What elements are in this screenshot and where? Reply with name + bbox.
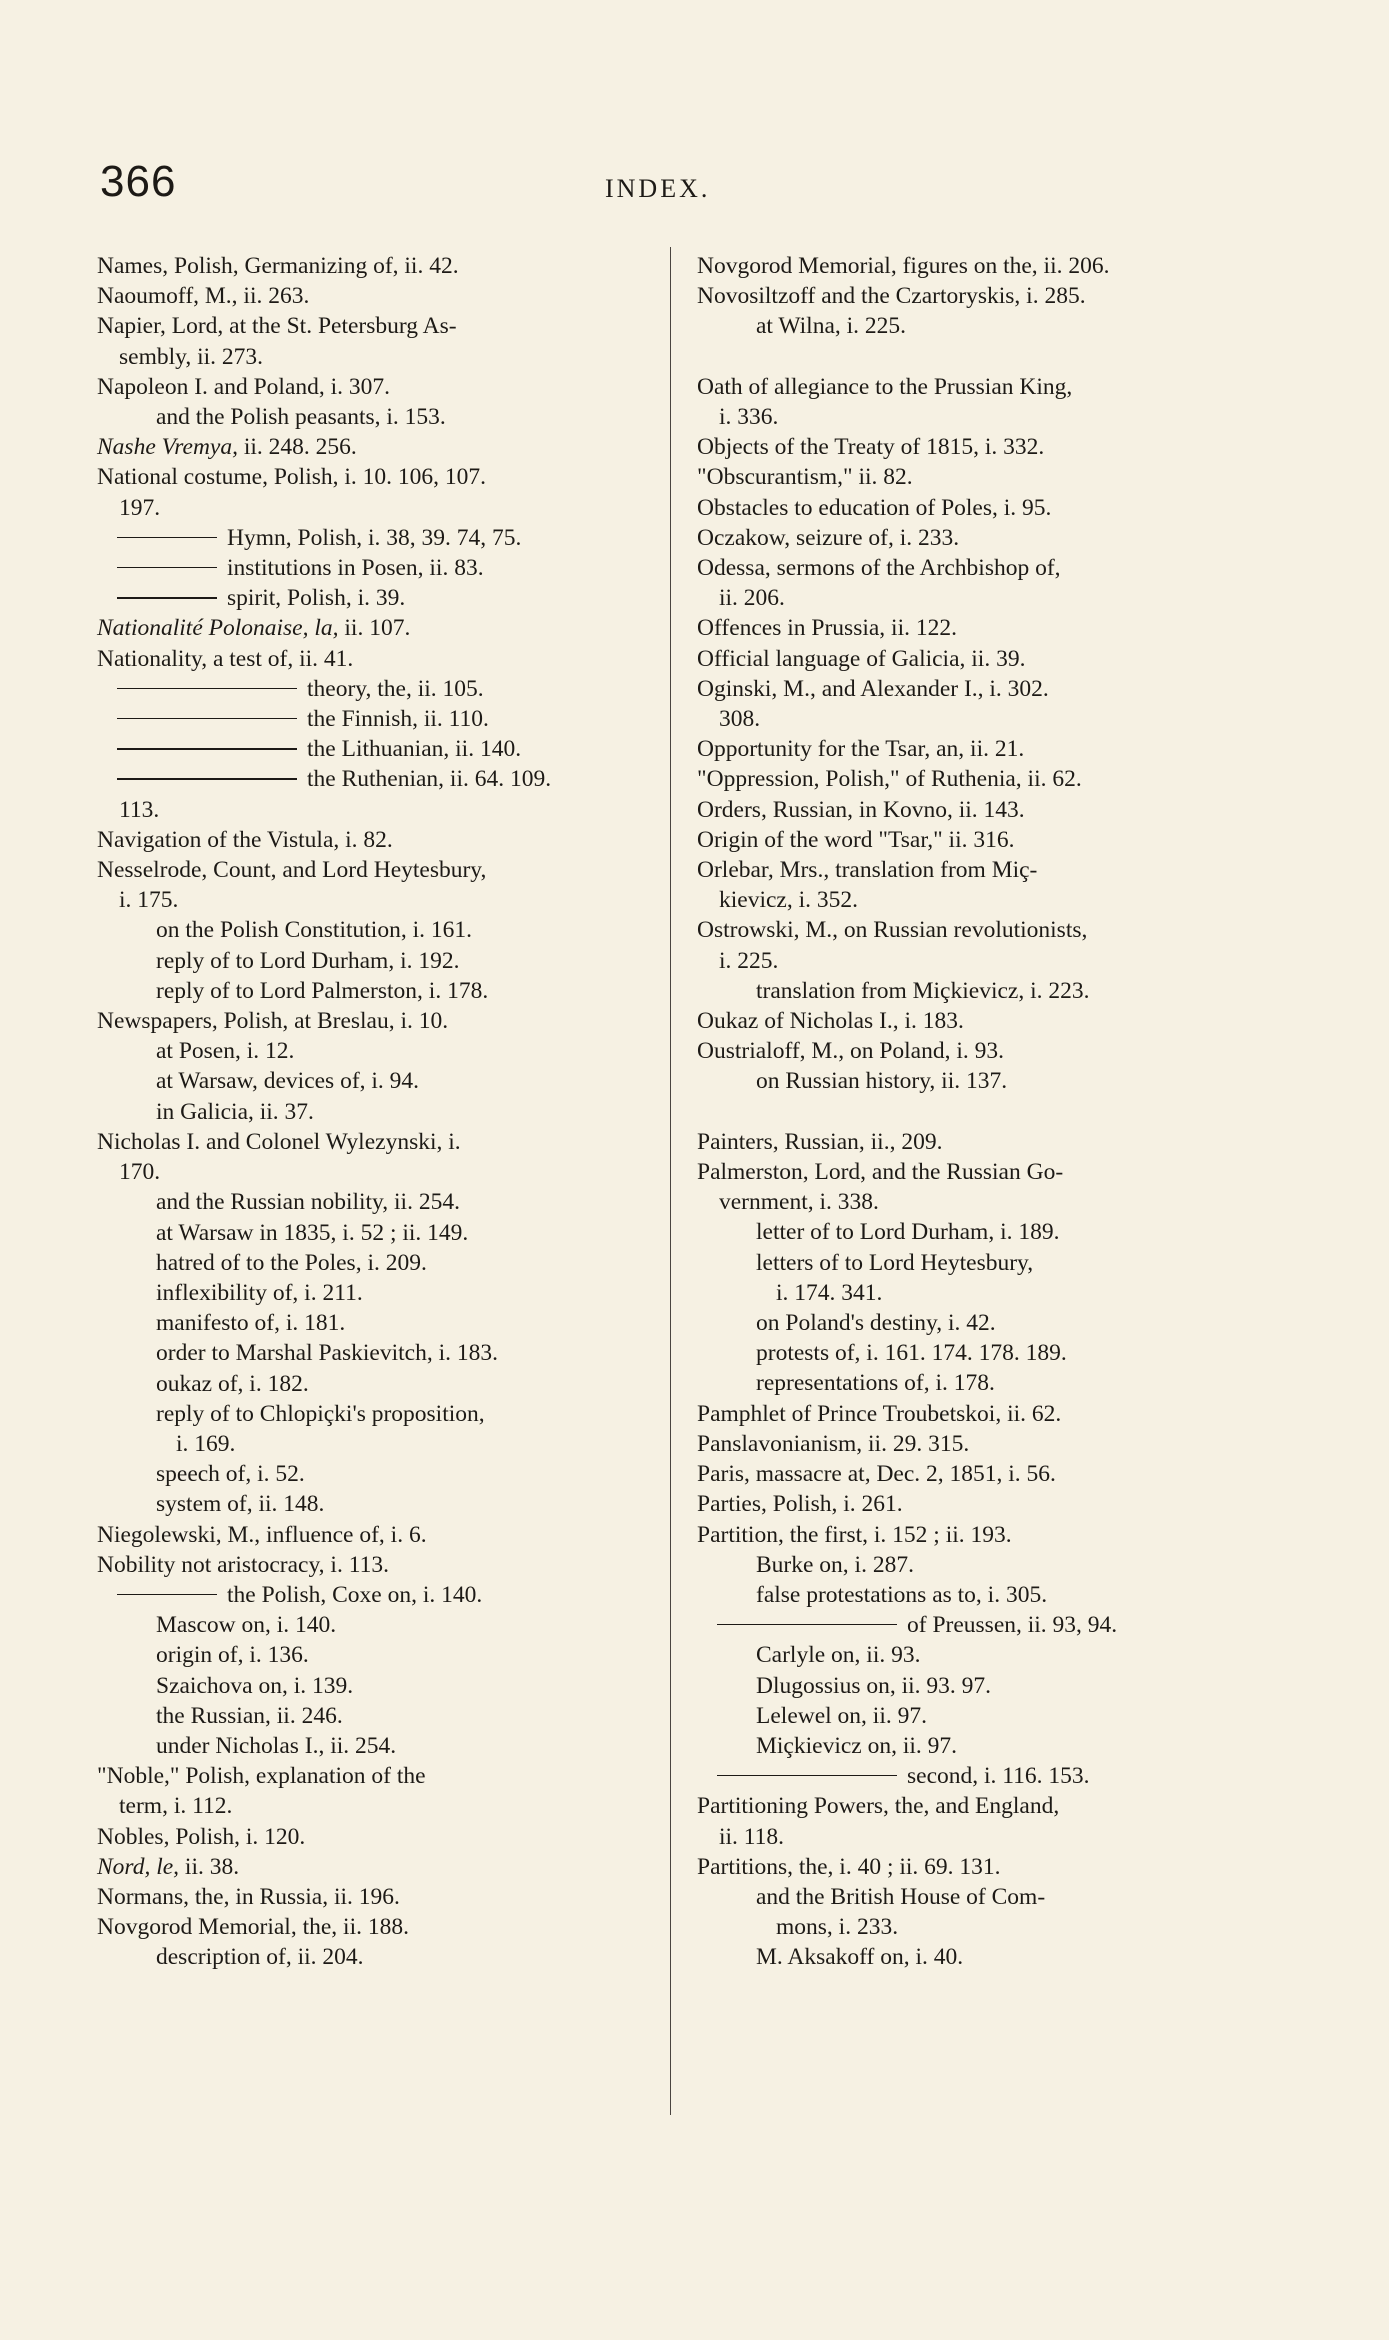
- index-entry: [97, 1459, 643, 1489]
- index-entry: [697, 885, 1257, 915]
- entry-text: spirit, Polish, i. 39.: [227, 585, 406, 612]
- index-entry: [97, 1640, 643, 1670]
- entry-text: sembly, ii. 273.: [119, 343, 264, 370]
- entry-text: i. 175.: [119, 887, 179, 914]
- index-entry: [697, 915, 1257, 945]
- entry-text: representations of, i. 178.: [756, 1370, 995, 1397]
- entry-text: and the Polish peasants, i. 153.: [156, 404, 446, 431]
- entry-text: Lelewel on, ii. 97.: [756, 1702, 927, 1729]
- entry-text: i. 225.: [719, 947, 779, 974]
- index-entry: [97, 1580, 643, 1610]
- entry-text: system of, ii. 148.: [156, 1491, 325, 1518]
- index-entry: [97, 1942, 643, 1972]
- running-head: INDEX.: [605, 174, 711, 203]
- index-entry: [97, 734, 643, 764]
- index-entry: [97, 402, 643, 432]
- entry-text: Ostrowski, M., on Russian revolutionists,: [697, 917, 1088, 944]
- entry-text: Navigation of the Vistula, i. 82.: [97, 826, 393, 853]
- entry-text: ii. 248. 256.: [237, 434, 357, 461]
- index-entry: [97, 1187, 643, 1217]
- entry-text: i. 174. 341.: [776, 1279, 883, 1306]
- index-entry: [97, 764, 643, 794]
- index-entry: [697, 976, 1257, 1006]
- entry-text: Nationality, a test of, ii. 41.: [97, 645, 354, 672]
- ditto-rule: [117, 1594, 217, 1596]
- entry-text: reply of to Chlopiçki's proposition,: [156, 1400, 485, 1427]
- index-entry: [97, 1429, 643, 1459]
- index-entry: [97, 342, 643, 372]
- entry-text: Nobles, Polish, i. 120.: [97, 1823, 306, 1850]
- index-entry: [697, 1399, 1257, 1429]
- entry-italic-title: Nationalité Polonaise, la,: [97, 615, 339, 642]
- entry-text: mons, i. 233.: [776, 1914, 899, 1941]
- index-entry: [697, 1187, 1257, 1217]
- index-entry: [97, 311, 643, 341]
- entry-text: reply of to Lord Durham, i. 192.: [156, 947, 460, 974]
- index-entry: [97, 613, 643, 643]
- index-entry: [697, 1701, 1257, 1731]
- index-entry: [697, 432, 1257, 462]
- index-entry: [97, 1550, 643, 1580]
- entry-text: Odessa, sermons of the Archbishop of,: [697, 555, 1061, 582]
- index-entry: [97, 1489, 643, 1519]
- entry-text: Origin of the word "Tsar," ii. 316.: [697, 826, 1015, 853]
- entry-text: Parties, Polish, i. 261.: [697, 1491, 903, 1518]
- page-header: [0, 157, 1389, 210]
- entry-text: i. 336.: [719, 404, 779, 430]
- index-entry: [697, 1942, 1257, 1972]
- entry-text: Napier, Lord, at the St. Petersburg As-: [97, 313, 457, 340]
- entry-text: ii. 118.: [719, 1823, 785, 1850]
- index-entry: [697, 1459, 1257, 1489]
- index-column-left: [97, 251, 643, 1973]
- entry-text: Orders, Russian, in Kovno, ii. 143.: [697, 796, 1025, 823]
- index-entry: [697, 1912, 1257, 1942]
- index-entry: [97, 825, 643, 855]
- entry-text: Official language of Galicia, ii. 39.: [697, 645, 1026, 672]
- index-entry: [97, 372, 643, 402]
- index-entry: [697, 311, 1257, 341]
- index-entry: [697, 553, 1257, 583]
- entry-text: "Noble," Polish, explanation of the: [97, 1763, 426, 1790]
- index-entry: [97, 523, 643, 553]
- index-entry: [97, 1701, 643, 1731]
- entry-text: second, i. 116. 153.: [907, 1763, 1090, 1790]
- entry-text: Niegolewski, M., influence of, i. 6.: [97, 1521, 427, 1548]
- entry-text: Oukaz of Nicholas I., i. 183.: [697, 1008, 964, 1035]
- entry-text: Nesselrode, Count, and Lord Heytesbury,: [97, 857, 487, 884]
- index-entry: [697, 523, 1257, 553]
- index-entry: [697, 1157, 1257, 1187]
- index-entry: [697, 1640, 1257, 1670]
- entry-text: Nobility not aristocracy, i. 113.: [97, 1551, 389, 1578]
- entry-text: Objects of the Treaty of 1815, i. 332.: [697, 434, 1045, 461]
- index-entry: [697, 402, 1257, 432]
- index-entry: [97, 1248, 643, 1278]
- index-entry: [697, 372, 1257, 402]
- entry-text: 197.: [119, 494, 161, 521]
- entry-text: letter of to Lord Durham, i. 189.: [756, 1219, 1060, 1246]
- index-entry: [697, 281, 1257, 311]
- entry-text: Napoleon I. and Poland, i. 307.: [97, 373, 391, 400]
- index-entry: [97, 1520, 643, 1550]
- index-entry: [97, 946, 643, 976]
- ditto-rule: [717, 1624, 897, 1626]
- index-entry: [697, 1368, 1257, 1398]
- entry-text: letters of to Lord Heytesbury,: [756, 1249, 1034, 1276]
- index-entry: [97, 281, 643, 311]
- entry-text: Newspapers, Polish, at Breslau, i. 10.: [97, 1008, 449, 1035]
- index-entry: [697, 644, 1257, 674]
- index-entry: [97, 553, 643, 583]
- entry-text: Painters, Russian, ii., 209.: [697, 1128, 943, 1155]
- entry-text: Mascow on, i. 140.: [156, 1612, 337, 1639]
- index-entry: [97, 1761, 643, 1791]
- entry-text: Partition, the first, i. 152 ; ii. 193.: [697, 1521, 1012, 1548]
- index-entry: [697, 1217, 1257, 1247]
- entry-text: Paris, massacre at, Dec. 2, 1851, i. 56.: [697, 1461, 1056, 1488]
- entry-text: term, i. 112.: [119, 1793, 233, 1820]
- entry-text: Dlugossius on, ii. 93. 97.: [756, 1672, 992, 1699]
- section-gap: [697, 342, 1257, 372]
- entry-text: hatred of to the Poles, i. 209.: [156, 1249, 427, 1276]
- index-entry: [697, 764, 1257, 794]
- index-entry: [697, 1550, 1257, 1580]
- index-entry: [697, 825, 1257, 855]
- index-entry: [97, 493, 643, 523]
- index-entry: [697, 946, 1257, 976]
- entry-text: false protestations as to, i. 305.: [756, 1581, 1048, 1608]
- index-entry: [697, 1791, 1257, 1821]
- index-entry: [97, 1127, 643, 1157]
- entry-text: at Warsaw in 1835, i. 52 ; ii. 149.: [156, 1219, 469, 1246]
- ditto-rule: [117, 778, 297, 780]
- index-entry: [697, 1127, 1257, 1157]
- index-entry: [97, 1157, 643, 1187]
- index-entry: [697, 1822, 1257, 1852]
- entry-text: oukaz of, i. 182.: [156, 1370, 309, 1397]
- index-entry: [697, 1338, 1257, 1368]
- index-entry: [697, 1852, 1257, 1882]
- index-entry: [97, 885, 643, 915]
- index-entry: [697, 674, 1257, 704]
- entry-text: Oustrialoff, M., on Poland, i. 93.: [697, 1038, 1005, 1065]
- page-number: 366: [100, 157, 177, 206]
- section-gap: [697, 1097, 1257, 1127]
- index-entry: [97, 1822, 643, 1852]
- entry-text: Oath of allegiance to the Prussian King,: [697, 373, 1073, 400]
- index-entry: [97, 674, 643, 704]
- ditto-rule: [117, 748, 297, 750]
- entry-text: theory, the, ii. 105.: [307, 675, 484, 702]
- index-entry: [97, 915, 643, 945]
- entry-text: National costume, Polish, i. 10. 106, 107.: [97, 464, 487, 491]
- ditto-rule: [117, 597, 217, 599]
- entry-text: Normans, the, in Russia, ii. 196.: [97, 1883, 400, 1910]
- entry-text: Novgorod Memorial, the, ii. 188.: [97, 1914, 409, 1941]
- index-entry: [697, 1731, 1257, 1761]
- index-entry: [697, 1006, 1257, 1036]
- entry-text: on the Polish Constitution, i. 161.: [156, 917, 472, 944]
- entry-text: 170.: [119, 1159, 161, 1186]
- entry-text: Offences in Prussia, ii. 122.: [697, 615, 957, 642]
- entry-text: 113.: [119, 796, 160, 823]
- index-entry: [697, 1066, 1257, 1096]
- index-entry: [97, 1731, 643, 1761]
- entry-text: Burke on, i. 287.: [756, 1551, 914, 1578]
- entry-text: speech of, i. 52.: [156, 1461, 305, 1488]
- entry-text: and the British House of Com-: [756, 1883, 1046, 1910]
- entry-text: Novgorod Memorial, figures on the, ii. 206.: [697, 253, 1110, 279]
- entry-text: on Russian history, ii. 137.: [756, 1068, 1008, 1095]
- index-entry: [697, 1036, 1257, 1066]
- index-entry: [97, 644, 643, 674]
- entry-text: Names, Polish, Germanizing of, ii. 42.: [97, 253, 459, 279]
- index-entry: [97, 1036, 643, 1066]
- index-entry: [97, 1610, 643, 1640]
- index-entry: [97, 1912, 643, 1942]
- ditto-rule: [117, 537, 217, 539]
- entry-text: and the Russian nobility, ii. 254.: [156, 1189, 460, 1216]
- index-entry: [697, 1248, 1257, 1278]
- index-entry: [697, 1882, 1257, 1912]
- entry-text: "Obscurantism," ii. 82.: [697, 464, 913, 491]
- entry-text: Oginski, M., and Alexander I., i. 302.: [697, 675, 1049, 702]
- index-entry: [697, 1671, 1257, 1701]
- entry-text: Miçkievicz on, ii. 97.: [756, 1732, 958, 1759]
- index-entry: [697, 1308, 1257, 1338]
- index-entry: [97, 1852, 643, 1882]
- index-entry: [97, 976, 643, 1006]
- index-entry: [97, 1066, 643, 1096]
- entry-text: Orlebar, Mrs., translation from Miç-: [697, 857, 1038, 884]
- index-entry: [697, 734, 1257, 764]
- entry-text: Partitioning Powers, the, and England,: [697, 1793, 1060, 1820]
- entry-text: translation from Miçkievicz, i. 223.: [756, 977, 1090, 1004]
- entry-text: Pamphlet of Prince Troubetskoi, ii. 62.: [697, 1400, 1062, 1427]
- index-entry: [97, 1791, 643, 1821]
- index-entry: [697, 613, 1257, 643]
- entry-text: order to Marshal Paskievitch, i. 183.: [156, 1340, 498, 1367]
- index-entry: [97, 1308, 643, 1338]
- index-entry: [697, 462, 1257, 492]
- entry-text: Carlyle on, ii. 93.: [756, 1642, 921, 1669]
- index-entry: [697, 855, 1257, 885]
- entry-text: of Preussen, ii. 93, 94.: [907, 1612, 1118, 1639]
- ditto-rule: [117, 567, 217, 569]
- entry-text: Palmerston, Lord, and the Russian Go-: [697, 1159, 1064, 1186]
- entry-text: at Posen, i. 12.: [156, 1038, 295, 1065]
- entry-text: kievicz, i. 352.: [719, 887, 859, 914]
- entry-text: at Wilna, i. 225.: [756, 313, 907, 340]
- index-entry: [97, 1338, 643, 1368]
- entry-text: Oczakow, seizure of, i. 233.: [697, 524, 960, 551]
- index-entry: [97, 1399, 643, 1429]
- entry-text: vernment, i. 338.: [719, 1189, 879, 1216]
- index-entry: [97, 1006, 643, 1036]
- index-entry: [697, 493, 1257, 523]
- entry-text: Szaichova on, i. 139.: [156, 1672, 354, 1699]
- index-entry: [697, 1610, 1257, 1640]
- entry-text: Opportunity for the Tsar, an, ii. 21.: [697, 736, 1025, 763]
- index-entry: [97, 462, 643, 492]
- index-entry: [97, 704, 643, 734]
- entry-text: at Warsaw, devices of, i. 94.: [156, 1068, 420, 1095]
- entry-text: Novosiltzoff and the Czartoryskis, i. 285.: [697, 283, 1086, 310]
- index-entry: [697, 1489, 1257, 1519]
- index-entry: [97, 432, 643, 462]
- index-entry: [97, 855, 643, 885]
- index-entry: [697, 1429, 1257, 1459]
- entry-text: Partitions, the, i. 40 ; ii. 69. 131.: [697, 1853, 1001, 1880]
- entry-text: origin of, i. 136.: [156, 1642, 309, 1669]
- index-entry: [97, 1218, 643, 1248]
- index-entry: [697, 1580, 1257, 1610]
- index-entry: [697, 583, 1257, 613]
- index-entry: [97, 583, 643, 613]
- entry-text: manifesto of, i. 181.: [156, 1310, 346, 1337]
- entry-text: on Poland's destiny, i. 42.: [756, 1310, 996, 1337]
- entry-text: the Polish, Coxe on, i. 140.: [227, 1581, 483, 1608]
- ditto-rule: [717, 1775, 897, 1777]
- entry-text: ii. 38.: [179, 1853, 240, 1880]
- entry-text: protests of, i. 161. 174. 178. 189.: [756, 1340, 1067, 1367]
- entry-text: M. Aksakoff on, i. 40.: [756, 1944, 964, 1971]
- entry-text: Obstacles to education of Poles, i. 95.: [697, 494, 1052, 521]
- index-entry: [697, 704, 1257, 734]
- ditto-rule: [117, 688, 297, 690]
- index-entry: [97, 1097, 643, 1127]
- entry-text: institutions in Posen, ii. 83.: [227, 555, 484, 582]
- entry-text: reply of to Lord Palmerston, i. 178.: [156, 977, 489, 1004]
- index-entry: [97, 1671, 643, 1701]
- index-entry: [97, 251, 643, 281]
- entry-text: ii. 107.: [338, 615, 411, 642]
- entry-text: in Galicia, ii. 37.: [156, 1098, 314, 1125]
- entry-text: Nicholas I. and Colonel Wylezynski, i.: [97, 1128, 461, 1155]
- entry-text: under Nicholas I., ii. 254.: [156, 1732, 397, 1759]
- entry-text: the Ruthenian, ii. 64. 109.: [307, 766, 552, 793]
- index-entry: [97, 1882, 643, 1912]
- index-entry: [697, 1278, 1257, 1308]
- entry-text: description of, ii. 204.: [156, 1944, 364, 1971]
- entry-italic-title: Nashe Vremya,: [97, 434, 238, 461]
- entry-text: "Oppression, Polish," of Ruthenia, ii. 62.: [697, 766, 1082, 793]
- entry-text: the Lithuanian, ii. 140.: [307, 736, 522, 763]
- index-column-right: [697, 251, 1257, 1973]
- entry-text: 308.: [719, 706, 761, 733]
- entry-text: ii. 206.: [719, 585, 785, 612]
- index-entry: [97, 1369, 643, 1399]
- entry-text: i. 169.: [176, 1430, 236, 1457]
- entry-text: Panslavonianism, ii. 29. 315.: [697, 1430, 970, 1457]
- index-entry: [697, 795, 1257, 825]
- index-entry: [97, 1278, 643, 1308]
- index-entry: [697, 251, 1257, 281]
- entry-text: Hymn, Polish, i. 38, 39. 74, 75.: [227, 524, 522, 551]
- column-divider: [670, 247, 671, 2115]
- entry-italic-title: Nord, le,: [97, 1853, 180, 1880]
- ditto-rule: [117, 718, 297, 720]
- index-entry: [697, 1761, 1257, 1791]
- entry-text: inflexibility of, i. 211.: [156, 1279, 363, 1306]
- entry-text: the Finnish, ii. 110.: [307, 706, 489, 733]
- entry-text: the Russian, ii. 246.: [156, 1702, 343, 1729]
- entry-text: Naoumoff, M., ii. 263.: [97, 283, 310, 310]
- index-entry: [97, 795, 643, 825]
- index-entry: [697, 1520, 1257, 1550]
